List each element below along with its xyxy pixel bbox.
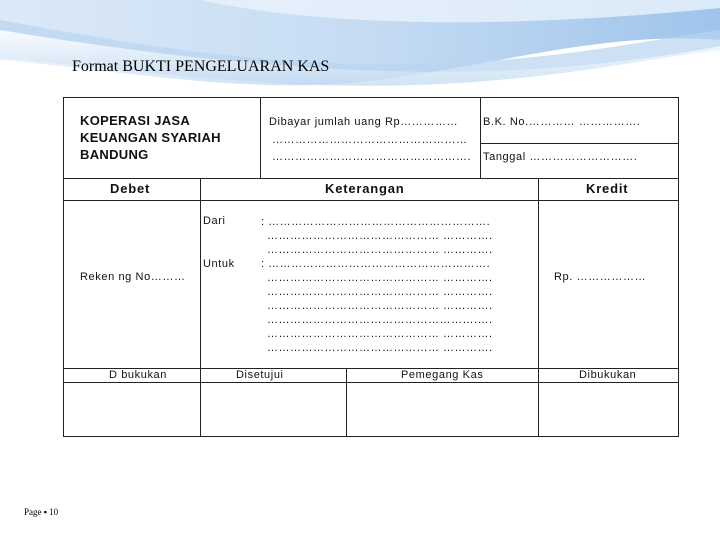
- for-line: ……………………………………… ………….: [267, 342, 493, 354]
- cash-disbursement-voucher-form: [63, 97, 679, 437]
- signature-label-recorded: D bukukan: [109, 369, 167, 381]
- for-label: Untuk: [203, 258, 235, 270]
- signature-label-booked: Dibukukan: [579, 369, 637, 381]
- for-line: : ………………………………………………….: [261, 258, 491, 270]
- divider: [260, 98, 261, 178]
- organization-name: [80, 112, 221, 163]
- from-line: ……………………………………… ………….: [267, 230, 493, 242]
- from-line: : ………………………………………………….: [261, 216, 491, 228]
- divider: [538, 368, 539, 436]
- account-number-field: Reken ng No………: [80, 271, 186, 283]
- signature-label-cashier: Pemegang Kas: [401, 369, 484, 381]
- divider: [538, 178, 539, 368]
- divider: [64, 178, 678, 179]
- for-line: ……………………………………… ………….: [267, 300, 493, 312]
- divider: [64, 382, 678, 383]
- header-wave-decoration: [0, 0, 720, 100]
- org-line: KEUANGAN SYARIAH: [80, 130, 221, 145]
- column-header-debet: Debet: [110, 181, 151, 196]
- page-title: Format BUKTI PENGELUARAN KAS: [72, 58, 330, 75]
- from-label: Dari: [203, 215, 226, 227]
- divider: [480, 143, 678, 144]
- org-line: BANDUNG: [80, 147, 149, 162]
- column-header-kredit: Kredit: [586, 181, 629, 196]
- for-line: ……………………………………… ………….: [267, 328, 493, 340]
- for-line: ……………………………………………….….: [267, 314, 493, 326]
- column-header-keterangan: Keterangan: [325, 181, 405, 196]
- divider: [64, 200, 678, 201]
- paid-amount-continuation: …………………………………………….: [272, 151, 472, 163]
- paid-amount-field: Dibayar jumlah uang Rp……………: [269, 116, 459, 128]
- divider: [200, 178, 201, 368]
- credit-amount-field: Rp. ………………: [554, 271, 647, 283]
- voucher-number-field: B.K. No.………… …………….: [483, 116, 641, 128]
- divider: [480, 98, 481, 178]
- page-number: Page ▪ 10: [24, 507, 59, 517]
- divider: [200, 368, 201, 436]
- paid-amount-continuation: ……………………………………………: [272, 134, 468, 146]
- date-field: Tanggal ……………………….: [483, 151, 638, 163]
- for-line: ……………………………………… ………….: [267, 286, 493, 298]
- org-line: KOPERASI JASA: [80, 113, 191, 128]
- signature-label-approved: Disetujui: [236, 369, 284, 381]
- from-line: ……………………………………… ………….: [267, 244, 493, 256]
- divider: [346, 368, 347, 436]
- for-line: ……………………………………… ………….: [267, 272, 493, 284]
